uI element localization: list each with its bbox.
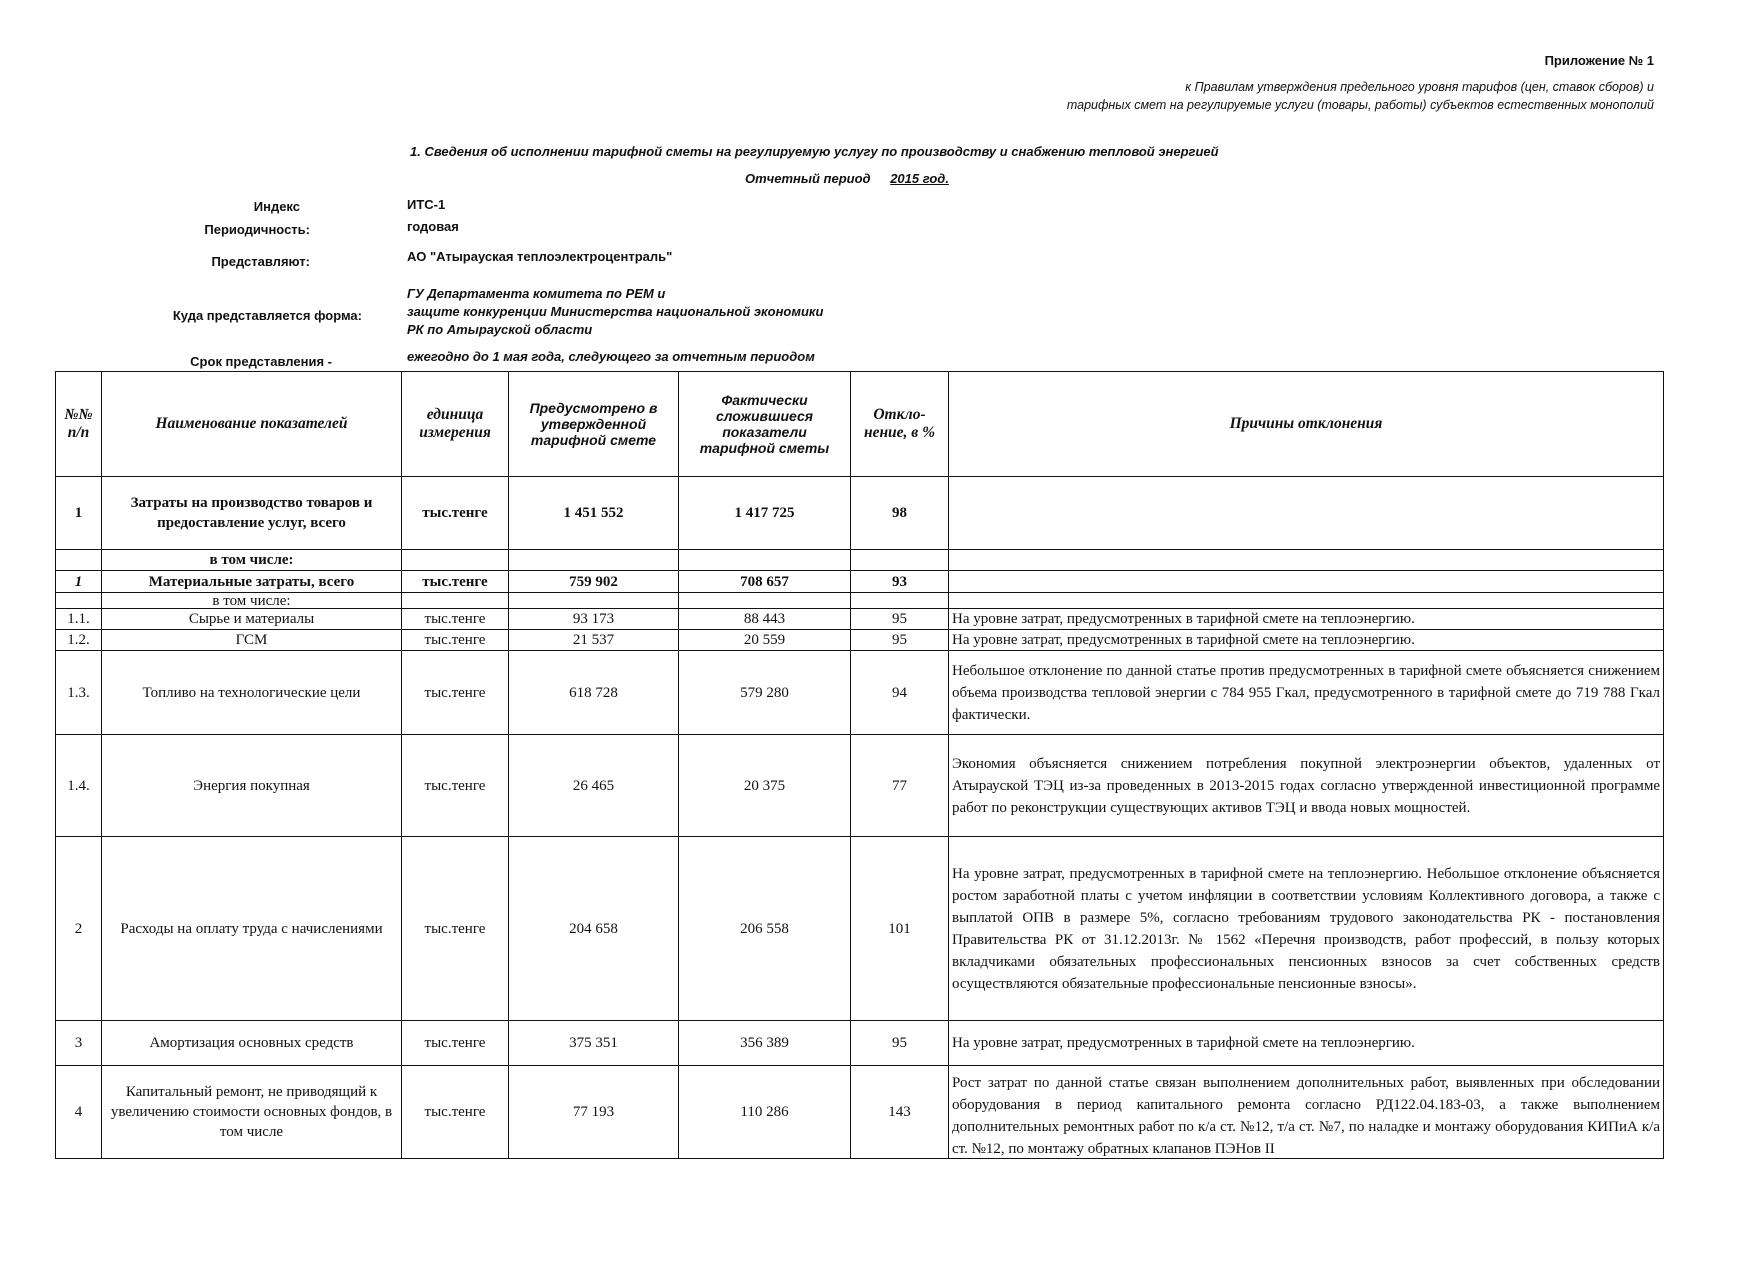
index-value: ИТС-1 [407, 197, 446, 212]
row-unit: тыс.тенге [402, 630, 509, 651]
row-deviation: 95 [851, 1021, 949, 1066]
row-unit: тыс.тенге [402, 837, 509, 1021]
row-unit: тыс.тенге [402, 651, 509, 735]
header-no: №№ п/п [56, 372, 102, 477]
submitter-label: Представляют: [211, 254, 310, 269]
row-name: Топливо на технологические цели [102, 651, 402, 735]
row-number: 3 [56, 1021, 102, 1066]
periodicity-value: годовая [407, 219, 459, 234]
row-name: в том числе: [102, 550, 402, 571]
row-number: 1 [56, 571, 102, 593]
table-row [56, 1066, 1664, 1159]
document-title: 1. Сведения об исполнении тарифной сметы на регулируемую услугу по производству и снабжению тепловой энергией [410, 144, 1219, 159]
row-reason [949, 477, 1664, 550]
appendix-title: Приложение № 1 [1544, 53, 1654, 68]
header-actual: Фактически сложившиеся показатели тарифной сметы [679, 372, 851, 477]
row-reason [949, 550, 1664, 571]
row-number: 1 [56, 477, 102, 550]
row-number [56, 550, 102, 571]
row-reason: Небольшое отклонение по данной статье против предусмотренных в тарифной смете объясняется снижением объема производства тепловой энергии с 784 955 Гкал, предусмотренного в тарифной смете до 719 788 Гкал фактически. [949, 651, 1664, 735]
row-unit: тыс.тенге [402, 609, 509, 630]
index-label: Индекс [253, 199, 300, 214]
row-deviation: 77 [851, 735, 949, 837]
row-unit [402, 550, 509, 571]
row-actual: 110 286 [679, 1066, 851, 1159]
tariff-execution-table [55, 371, 1664, 1159]
row-name: в том числе: [102, 593, 402, 609]
period-value: 2015 год. [890, 171, 949, 186]
recipient-line3: РК по Атырауской области [407, 322, 593, 337]
row-deviation [851, 550, 949, 571]
row-name: Сырье и материалы [102, 609, 402, 630]
row-actual: 206 558 [679, 837, 851, 1021]
row-reason: Экономия объясняется снижением потребления покупной электроэнергии объектов, удаленных от Атырауской ТЭЦ из-за проведенных в 2013-2015 годах согласно утвержденной инвестиционной программе работ по реконструкции существующих активов ТЭЦ и ввода новых мощностей. [949, 735, 1664, 837]
header-deviation: Откло-нение, в % [851, 372, 949, 477]
row-reason [949, 593, 1664, 609]
row-actual [679, 593, 851, 609]
row-planned [509, 593, 679, 609]
appendix-subtitle-line2: тарифных смет на регулируемые услуги (товары, работы) субъектов естественных монополий [1066, 98, 1654, 112]
row-unit [402, 593, 509, 609]
row-name: Капитальный ремонт, не приводящий к увеличению стоимости основных фондов, в том числе [102, 1066, 402, 1159]
table-row [56, 593, 1664, 609]
row-deviation [851, 593, 949, 609]
row-name: Материальные затраты, всего [102, 571, 402, 593]
row-name: Затраты на производство товаров и предоставление услуг, всего [102, 477, 402, 550]
row-actual [679, 550, 851, 571]
row-deviation: 143 [851, 1066, 949, 1159]
table-row [56, 550, 1664, 571]
table-row [56, 571, 1664, 593]
row-number: 2 [56, 837, 102, 1021]
header-reason: Причины отклонения [949, 372, 1664, 477]
table-row [56, 735, 1664, 837]
row-deviation: 101 [851, 837, 949, 1021]
table-row [56, 609, 1664, 630]
submitter-value: АО "Атырауская теплоэлектроцентраль" [407, 249, 673, 264]
header-unit: единица измерения [402, 372, 509, 477]
row-actual: 708 657 [679, 571, 851, 593]
row-planned: 26 465 [509, 735, 679, 837]
period-label: Отчетный период [745, 171, 871, 186]
row-actual: 20 559 [679, 630, 851, 651]
row-planned [509, 550, 679, 571]
row-actual: 356 389 [679, 1021, 851, 1066]
row-unit: тыс.тенге [402, 1021, 509, 1066]
row-unit: тыс.тенге [402, 735, 509, 837]
row-planned: 204 658 [509, 837, 679, 1021]
row-name: Амортизация основных средств [102, 1021, 402, 1066]
row-number: 1.2. [56, 630, 102, 651]
row-number: 1.1. [56, 609, 102, 630]
row-reason-text: Рост затрат по данной статье связан выполнением дополнительных работ, выявленных при обследовании оборудования в период капитального ремонта согласно РД122.04.183-03, а также выполнением дополнительных ремонтных работ по к/а ст. №12, т/а ст. №7, по наладке и монтажу оборудования КИПиА к/а ст. №12, по монтажу обратных клапанов ПЭНов II [952, 1075, 1660, 1157]
table-row [56, 1021, 1664, 1066]
appendix-subtitle-line1: к Правилам утверждения предельного уровня тарифов (цен, ставок сборов) и [1185, 80, 1654, 94]
recipient-line2: защите конкуренции Министерства национальной экономики [407, 304, 824, 319]
row-deviation: 94 [851, 651, 949, 735]
row-unit: тыс.тенге [402, 477, 509, 550]
row-reason: На уровне затрат, предусмотренных в тарифной смете на теплоэнергию. [949, 609, 1664, 630]
table-row [56, 477, 1664, 550]
row-deviation: 93 [851, 571, 949, 593]
row-planned: 21 537 [509, 630, 679, 651]
row-name: ГСМ [102, 630, 402, 651]
header-name: Наименование показателей [102, 372, 402, 477]
periodicity-label: Периодичность: [204, 222, 310, 237]
row-planned: 77 193 [509, 1066, 679, 1159]
row-number: 1.4. [56, 735, 102, 837]
row-actual: 579 280 [679, 651, 851, 735]
row-actual: 1 417 725 [679, 477, 851, 550]
row-unit: тыс.тенге [402, 1066, 509, 1159]
row-number [56, 593, 102, 609]
row-number: 4 [56, 1066, 102, 1159]
row-planned: 759 902 [509, 571, 679, 593]
reporting-period [745, 171, 949, 186]
row-reason [949, 1066, 1664, 1159]
row-planned: 93 173 [509, 609, 679, 630]
row-name: Энергия покупная [102, 735, 402, 837]
table-row [56, 837, 1664, 1021]
recipient-value [407, 285, 823, 339]
recipient-line1: ГУ Департамента комитета по РЕМ и [407, 286, 666, 301]
header-planned: Предусмотрено в утвержденной тарифной смете [509, 372, 679, 477]
deadline-value: ежегодно до 1 мая года, следующего за отчетным периодом [407, 349, 815, 364]
row-planned: 618 728 [509, 651, 679, 735]
table-row [56, 630, 1664, 651]
row-actual: 88 443 [679, 609, 851, 630]
row-unit: тыс.тенге [402, 571, 509, 593]
row-planned: 375 351 [509, 1021, 679, 1066]
row-reason [949, 571, 1664, 593]
deadline-label: Срок представления - [190, 354, 332, 369]
row-deviation: 95 [851, 609, 949, 630]
recipient-label: Куда представляется форма: [172, 308, 362, 323]
row-deviation: 95 [851, 630, 949, 651]
row-name: Расходы на оплату труда с начислениями [102, 837, 402, 1021]
row-number: 1.3. [56, 651, 102, 735]
row-actual: 20 375 [679, 735, 851, 837]
row-reason: На уровне затрат, предусмотренных в тарифной смете на теплоэнергию. Небольшое отклонение объясняется ростом заработной платы с учетом инфляции в соответствии условиям Коллективного договора, а также с выплатой ОПВ в размере 5%, согласно требованиям трудового законодательства РК - постановления Правительства РК от 31.12.2013г. № 1562 «Перечня производств, работ профессий, в пользу которых вкладчиками обязательных профессиональных пенсионных взносов за счет собственных средств осуществляются обязательные профессиональные пенсионные взносы». [949, 837, 1664, 1021]
row-reason: На уровне затрат, предусмотренных в тарифной смете на теплоэнергию. [949, 630, 1664, 651]
row-planned: 1 451 552 [509, 477, 679, 550]
row-deviation: 98 [851, 477, 949, 550]
row-reason: На уровне затрат, предусмотренных в тарифной смете на теплоэнергию. [949, 1021, 1664, 1066]
table-row [56, 651, 1664, 735]
